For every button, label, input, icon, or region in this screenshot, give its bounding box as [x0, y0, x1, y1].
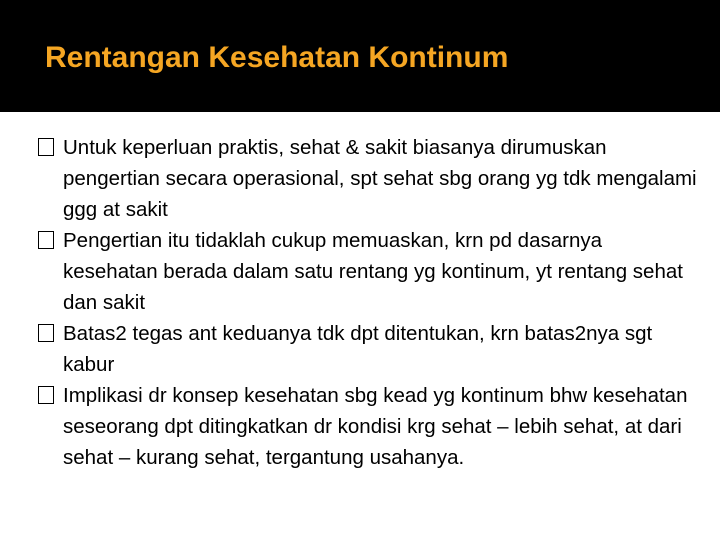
bullet-item: [38, 225, 698, 318]
bullet-item: [38, 132, 698, 225]
bullet-square-icon: [38, 324, 54, 342]
bullet-list: [38, 132, 698, 473]
bullet-item: [38, 380, 698, 473]
bullet-text: Implikasi dr konsep kesehatan sbg kead yg kontinum bhw kesehatan seseorang dpt ditingkatkan dr kondisi krg sehat – lebih sehat, at dari sehat – kurang sehat, tergantung usahanya.: [63, 384, 688, 469]
bullet-text: Untuk keperluan praktis, sehat & sakit biasanya dirumuskan pengertian secara operasional, spt sehat sbg orang yg tdk mengalami ggg at sakit: [63, 136, 697, 221]
bullet-text: Batas2 tegas ant keduanya tdk dpt ditentukan, krn batas2nya sgt kabur: [63, 322, 653, 376]
bullet-square-icon: [38, 386, 54, 404]
title-bar: [0, 0, 720, 112]
bullet-square-icon: [38, 231, 54, 249]
bullet-item: [38, 318, 698, 380]
slide-title: Rentangan Kesehatan Kontinum: [45, 41, 509, 74]
bullet-text: Pengertian itu tidaklah cukup memuaskan, krn pd dasarnya kesehatan berada dalam satu rentang yg kontinum, yt rentang sehat dan sakit: [63, 229, 683, 314]
bullet-square-icon: [38, 138, 54, 156]
